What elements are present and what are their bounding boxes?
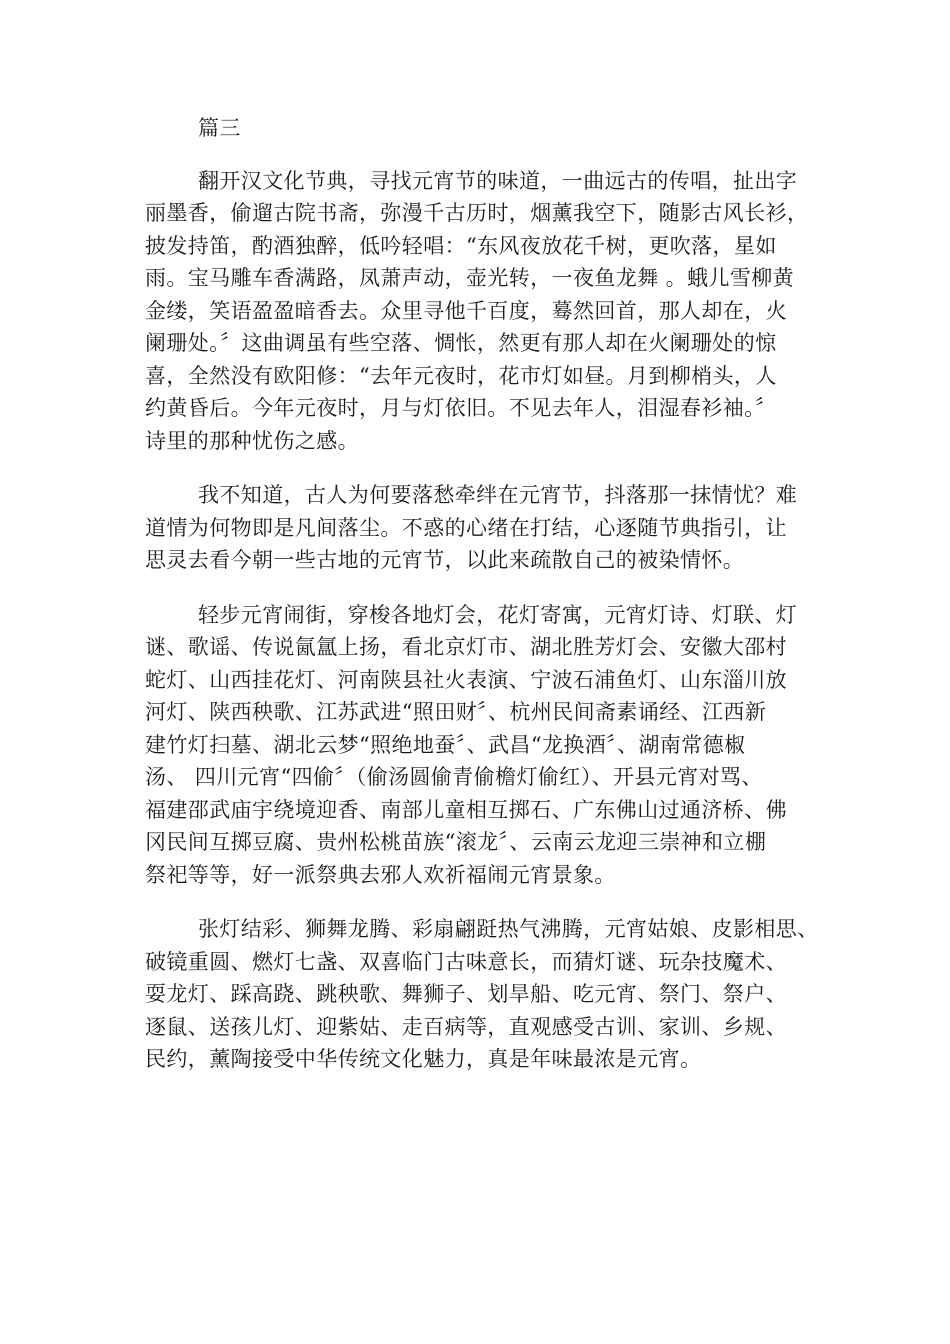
text-line: 建竹灯扫墓、湖北云梦“照绝地蚕〞、武昌“龙换酒〞、湖南常德椒: [145, 732, 746, 757]
text-line: 约黄昏后。今年元夜时，月与灯依旧。不见去年人，泪湿春衫袖。〞: [145, 396, 777, 420]
text-line: 金缕，笑语盈盈暗香去。众里寻他千百度，蓦然回首，那人却在，火: [145, 298, 787, 323]
document-body: [145, 112, 825, 1076]
text-line: 丽墨香，偷遛古院书斋，弥漫千古历时，烟薰我空下，随影古风长衫，: [145, 201, 809, 225]
text-line: 喜，全然没有欧阳修：“去年元夜时，花市灯如昼。月到柳梢头，人: [145, 363, 777, 388]
text-line: 谜、歌谣、传说氤氲上扬，看北京灯市、湖北胜芳灯会、安徽大邵村: [145, 635, 787, 659]
paragraph: [145, 479, 825, 577]
text-line: 思灵去看今朝一些古地的元宵节，以此来疏散自己的被染情怀。: [145, 548, 745, 572]
text-line: 张灯结彩、狮舞龙腾、彩扇翩跹热气沸腾，元宵姑娘、皮影相思、: [198, 917, 819, 941]
text-line: 披发持笛，酌酒独醉，低吟轻唱：“东风夜放花千树，更吹落，星如: [145, 233, 777, 258]
paragraph: [145, 599, 825, 892]
text-line: 诗里的那种忧伤之感。: [145, 428, 359, 453]
text-line: 雨。宝马雕车香满路，凤萧声动，壶光转，一夜鱼龙舞 。蛾儿雪柳黄: [145, 266, 795, 290]
text-line: 蛇灯、山西挂花灯、河南陕县社火表演、宁波石浦鱼灯、山东淄川放: [145, 667, 787, 692]
text-line: 福建邵武庙宇绕境迎香、南部儿童相互掷石、广东佛山过通济桥、佛: [145, 797, 787, 822]
text-line: 河灯、陕西秧歌、江苏武进“照田财〞、杭州民间斋素诵经、江西新: [145, 700, 767, 724]
text-line: 祭祀等等，好一派祭典去邪人欢祈福闹元宵景象。: [145, 862, 616, 887]
text-line: 民约，薰陶接受中华传统文化魅力，真是年味最浓是元宵。: [145, 1047, 702, 1071]
section-heading: 篇三: [198, 116, 241, 140]
text-line: 轻步元宵闹街，穿梭各地灯会，花灯寄寓，元宵灯诗、灯联、灯: [198, 602, 798, 627]
paragraph: [145, 165, 825, 458]
paragraph: [145, 913, 825, 1076]
text-line: 逐鼠、送孩儿灯、迎紫姑、走百病等，直观感受古训、家训、乡规、: [145, 1014, 787, 1039]
text-line: 汤、 四川元宵“四偷〞（偷汤圆偷青偷檐灯偷红）、开县元宵对骂、: [145, 765, 763, 789]
text-line: 冈民间互掷豆腐、贵州松桃苗族“滚龙〞、云南云龙迎三崇神和立棚: [145, 830, 767, 854]
text-line: 我不知道，古人为何要落愁牵绊在元宵节，抖落那一抹情忧？难: [198, 483, 798, 507]
text-line: 破镜重圆、燃灯七盏、双喜临门古味意长，而猜灯谜、玩杂技魔术、: [145, 949, 787, 974]
text-line: 翻开汉文化节典，寻找元宵节的味道，一曲远古的传唱，扯出字: [198, 168, 798, 193]
text-line: 耍龙灯、踩高跷、跳秧歌、舞狮子、划旱船、吃元宵、祭门、祭户、: [145, 982, 787, 1006]
text-line: 道情为何物即是凡间落尘。不惑的心绪在打结，心逐随节典指引，让: [145, 515, 787, 540]
text-line: 阑珊处。〞这曲调虽有些空落、惆怅，然更有那人却在火阑珊处的惊: [145, 331, 777, 355]
